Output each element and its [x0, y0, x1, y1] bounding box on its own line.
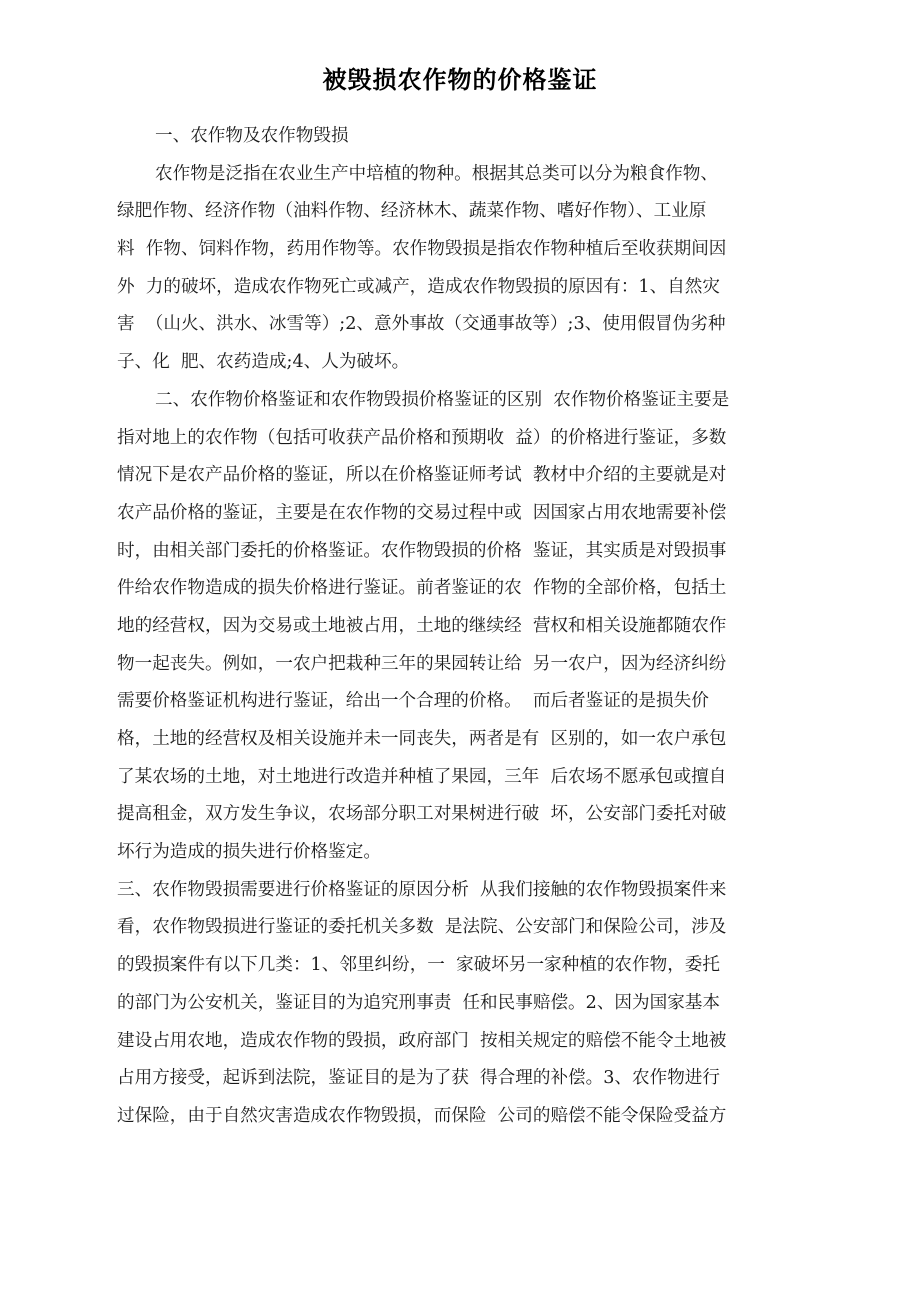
- document-title: 被毁损农作物的价格鉴证: [322, 66, 598, 94]
- text-line: 过保险，由于自然灾害造成农作物毁损，而保险 公司的赔偿不能令保险受益方: [117, 1105, 727, 1126]
- text-line: 坏行为造成的损失进行价格鉴定。: [117, 842, 381, 863]
- text-line: 看，农作物毁损进行鉴证的委托机关多数 是法院、公安部门和保险公司，涉及: [117, 917, 727, 938]
- text-line: 件给农作物造成的损失价格进行鉴证。前者鉴证的农 作物的全部价格，包括土: [117, 578, 727, 599]
- text-line: 情况下是农产品价格的鉴证，所以在价格鉴证师考试 教材中介绍的主要就是对: [117, 465, 727, 486]
- text-line: 指对地上的农作物（包括可收获产品价格和预期收 益）的价格进行鉴证，多数: [117, 427, 727, 448]
- document-body: [117, 118, 807, 1136]
- text-line: 的毁损案件有以下几类：1、邻里纠纷，一 家破坏另一家种植的农作物，委托: [117, 955, 720, 976]
- text-line: 子、化 肥、农药造成;4、人为破坏。: [117, 352, 410, 373]
- text-line: 害 （山火、洪水、冰雪等）;2、意外事故（交通事故等）;3、使用假冒伪劣种: [117, 314, 726, 335]
- text-line: 了某农场的土地，对土地进行改造并种植了果园，三年 后农场不愿承包或擅自: [117, 766, 727, 787]
- text-line: 农产品价格的鉴证，主要是在农作物的交易过程中或 因国家占用农地需要补偿: [117, 502, 727, 523]
- text-line: 农作物是泛指在农业生产中培植的物种。根据其总类可以分为粮食作物、: [155, 163, 719, 184]
- text-line: 需要价格鉴证机构进行鉴证，给出一个合理的价格。 而后者鉴证的是损失价: [117, 691, 709, 712]
- text-line: 时，由相关部门委托的价格鉴证。农作物毁损的价格 鉴证，其实质是对毁损事: [117, 540, 727, 561]
- text-line: 绿肥作物、经济作物（油料作物、经济林木、蔬菜作物、嗜好作物）、工业原: [117, 201, 707, 222]
- text-line: 外 力的破坏，造成农作物死亡或减产，造成农作物毁损的原因有：1、自然灾: [117, 276, 720, 297]
- text-line: 建设占用农地，造成农作物的毁损，政府部门 按相关规定的赔偿不能令土地被: [117, 1030, 727, 1051]
- text-line: 地的经营权，因为交易或土地被占用，土地的继续经 营权和相关设施都随农作: [117, 615, 727, 636]
- text-line: 的部门为公安机关，鉴证目的为追究刑事责 任和民事赔偿。2、因为国家基本: [117, 992, 720, 1013]
- text-line: 三、农作物毁损需要进行价格鉴证的原因分析 从我们接触的农作物毁损案件来: [117, 879, 727, 900]
- text-line: 格，土地的经营权及相关设施并未一同丧失，两者是有 区别的，如一农户承包: [117, 729, 727, 749]
- text-line: 二、农作物价格鉴证和农作物毁损价格鉴证的区别 农作物价格鉴证主要是: [155, 389, 730, 410]
- text-line: 提高租金，双方发生争议，农场部分职工对果树进行破 坏，公安部门委托对破: [117, 804, 727, 825]
- text-line: 物一起丧失。例如，一农户把栽种三年的果园转让给 另一农户，因为经济纠纷: [117, 653, 727, 674]
- text-line: 料 作物、饲料作物，药用作物等。农作物毁损是指农作物种植后至收获期间因: [117, 239, 727, 260]
- text-line: 一、农作物及农作物毁损: [155, 126, 349, 146]
- text-line: 占用方接受，起诉到法院，鉴证目的是为了获 得合理的补偿。3、农作物进行: [117, 1068, 720, 1089]
